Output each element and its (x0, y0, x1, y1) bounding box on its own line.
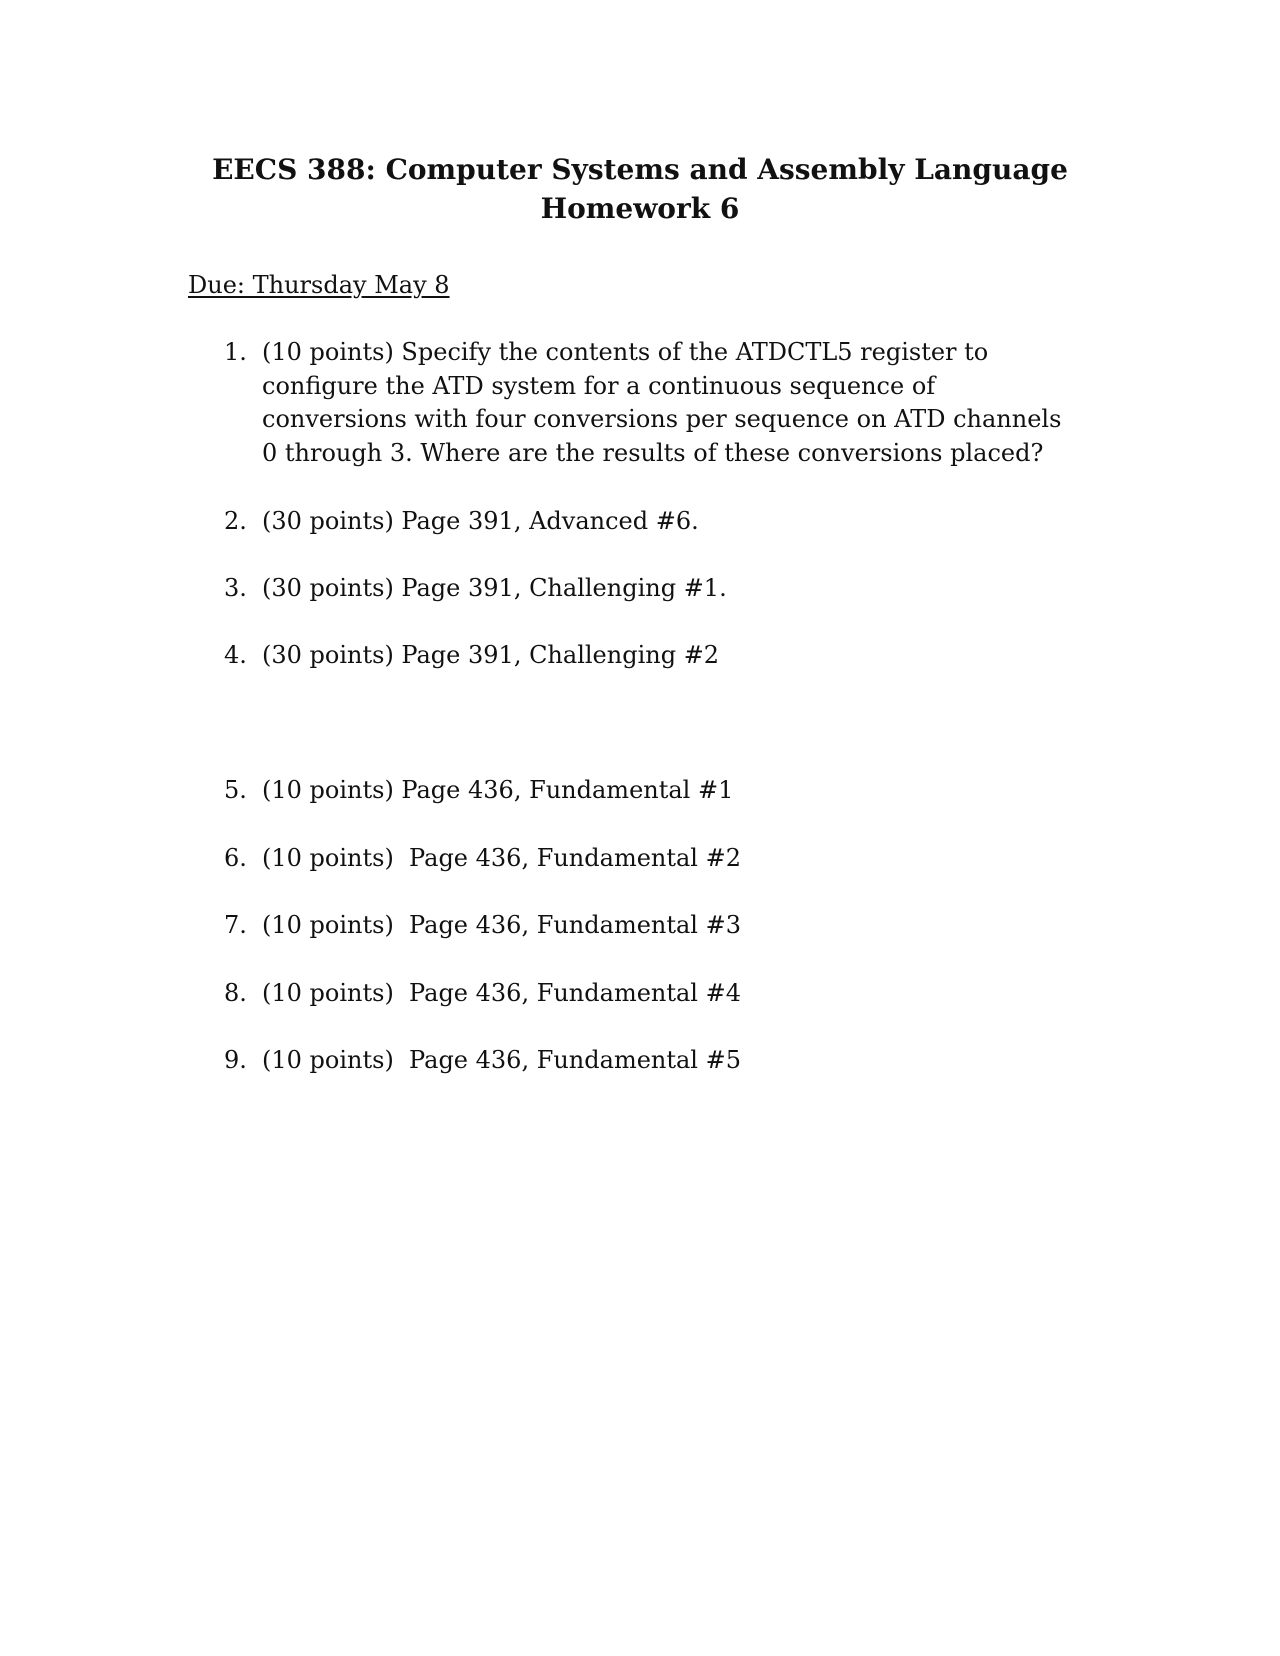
question-text: (10 points) Page 436, Fundamental #3 (262, 911, 741, 939)
question-number: 2. (224, 507, 247, 535)
question-text: (10 points) Page 436, Fundamental #5 (262, 1046, 741, 1074)
question-text: (10 points) Page 436, Fundamental #4 (262, 979, 741, 1007)
question-number: 5. (224, 776, 247, 804)
question-number: 9. (224, 1046, 247, 1074)
question-number: 7. (224, 911, 247, 939)
assignment-title: Homework 6 (540, 192, 740, 225)
question-number: 8. (224, 979, 247, 1007)
question-text: (30 points) Page 391, Advanced #6. (262, 507, 699, 535)
question-text: (10 points) Page 436, Fundamental #2 (262, 844, 741, 872)
question-text: (10 points) Page 436, Fundamental #1 (262, 776, 734, 804)
question-text: (30 points) Page 391, Challenging #2 (262, 641, 720, 669)
question-number: 1. (224, 338, 247, 366)
course-title: EECS 388: Computer Systems and Assembly Language (212, 153, 1068, 186)
question-item-1 (188, 336, 1088, 476)
question-number: 6. (224, 844, 247, 872)
due-date: Due: Thursday May 8 (188, 271, 450, 299)
question-text: (10 points) Specify the contents of the ATDCTL5 register to configure the ATD system for a continuous sequence of conversions with four conversions per sequence on ATD channels 0 through 3. Where are the results of these conversions placed? (262, 338, 1070, 467)
question-number: 4. (224, 641, 247, 669)
question-text: (30 points) Page 391, Challenging #1. (262, 574, 727, 602)
question-number: 3. (224, 574, 247, 602)
